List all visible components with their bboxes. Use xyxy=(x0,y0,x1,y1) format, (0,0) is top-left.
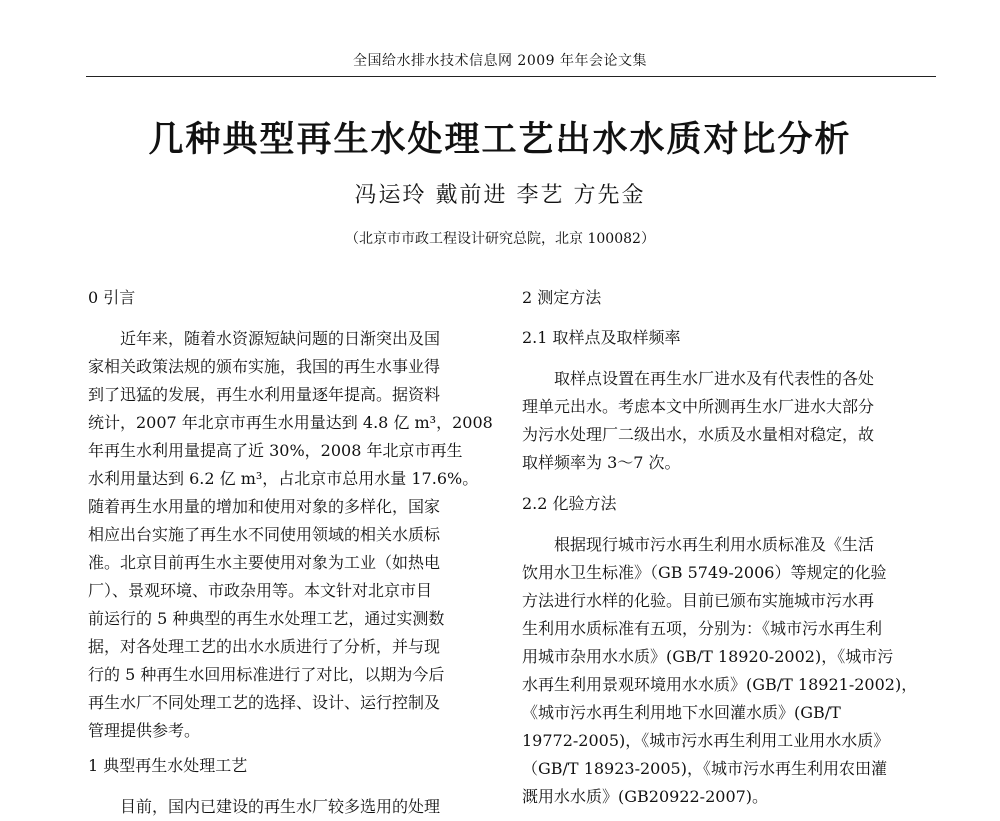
text-line: 前运行的 5 种典型的再生水处理工艺，通过实测数 xyxy=(88,609,445,628)
section-1-heading: 1 典型再生水处理工艺 xyxy=(88,756,248,775)
text-line: 为污水处理厂二级出水，水质及水量相对稳定，故 xyxy=(522,425,875,444)
section-0-heading: 0 引言 xyxy=(88,288,136,307)
text-line: 随着再生水用量的增加和使用对象的多样化，国家 xyxy=(88,497,441,516)
section-2-2-heading: 2.2 化验方法 xyxy=(522,494,617,513)
right-column xyxy=(522,285,940,811)
text-line: 19772-2005)，《城市污水再生利用工业用水水质》 xyxy=(522,731,890,750)
text-line: 厂）、景观环境、市政杂用等。本文针对北京市目 xyxy=(88,581,433,600)
text-line: 水利用量达到 6.2 亿 m³，占北京市总用水量 17.6%。 xyxy=(88,469,479,488)
text-line: 行的 5 种再生水回用标准进行了对比，以期为今后 xyxy=(88,665,445,684)
text-line: 准。北京目前再生水主要使用对象为工业（如热电 xyxy=(88,553,441,572)
text-line: 统计，2007 年北京市再生水用量达到 4.8 亿 m³，2008 xyxy=(88,413,493,432)
text-line: 方法进行水样的化验。目前已颁布实施城市污水再 xyxy=(522,591,875,610)
authors: 冯运玲 戴前进 李艺 方先金 xyxy=(354,183,646,208)
text-line: 理单元出水。考虑本文中所测再生水厂进水大部分 xyxy=(522,397,875,416)
section-2-heading: 2 测定方法 xyxy=(522,288,602,307)
text-line: 家相关政策法规的颁布实施，我国的再生水事业得 xyxy=(88,357,441,376)
text-line: 再生水厂不同处理工艺的选择、设计、运行控制及 xyxy=(88,693,441,712)
text-line: （GB/T 18923-2005)，《城市污水再生利用农田灌 xyxy=(522,759,887,778)
text-line: 到了迅猛的发展，再生水利用量逐年提高。据资料 xyxy=(88,385,441,404)
text-line: 近年来，随着水资源短缺问题的日渐突出及国 xyxy=(120,329,441,348)
text-line: 目前，国内已建设的再生水厂较多选用的处理 xyxy=(120,797,441,816)
left-column xyxy=(88,285,493,821)
sampling-paragraph xyxy=(522,365,940,477)
text-line: 相应出台实施了再生水不同使用领域的相关水质标 xyxy=(88,525,441,544)
text-line: 管理提供参考。 xyxy=(88,721,201,740)
intro-paragraph xyxy=(88,325,493,745)
section-2-1-heading: 2.1 取样点及取样频率 xyxy=(522,328,681,347)
text-line: 年再生水利用量提高了近 30%，2008 年北京市再生 xyxy=(88,441,463,460)
text-line: 生利用水质标准有五项，分别为：《城市污水再生利 xyxy=(522,619,883,638)
text-line: 据，对各处理工艺的出水水质进行了分析，并与现 xyxy=(88,637,441,656)
text-line: 取样频率为 3～7 次。 xyxy=(522,453,681,472)
text-line: 取样点设置在再生水厂进水及有代表性的各处 xyxy=(554,369,875,388)
text-line: 溉用水水质》(GB20922-2007)。 xyxy=(522,787,769,806)
section-1-paragraph xyxy=(88,793,490,821)
text-line: 水再生利用景观环境用水水质》(GB/T 18921-2002)， xyxy=(522,675,918,694)
text-line: 用城市杂用水水质》(GB/T 18920-2002)，《城市污 xyxy=(522,647,894,666)
affiliation: （北京市市政工程设计研究总院，北京 100082） xyxy=(345,231,655,247)
text-line: 饮用水卫生标准》（GB 5749-2006）等规定的化验 xyxy=(522,563,887,582)
header-rule xyxy=(86,76,936,77)
method-paragraph xyxy=(522,531,940,811)
text-line: 根据现行城市污水再生利用水质标准及《生活 xyxy=(554,535,875,554)
text-line: 《城市污水再生利用地下水回灌水质》(GB/T xyxy=(522,703,841,722)
paper-title: 几种典型再生水处理工艺出水水质对比分析 xyxy=(148,119,852,160)
running-header: 全国给水排水技术信息网 2009 年年会论文集 xyxy=(352,53,648,69)
